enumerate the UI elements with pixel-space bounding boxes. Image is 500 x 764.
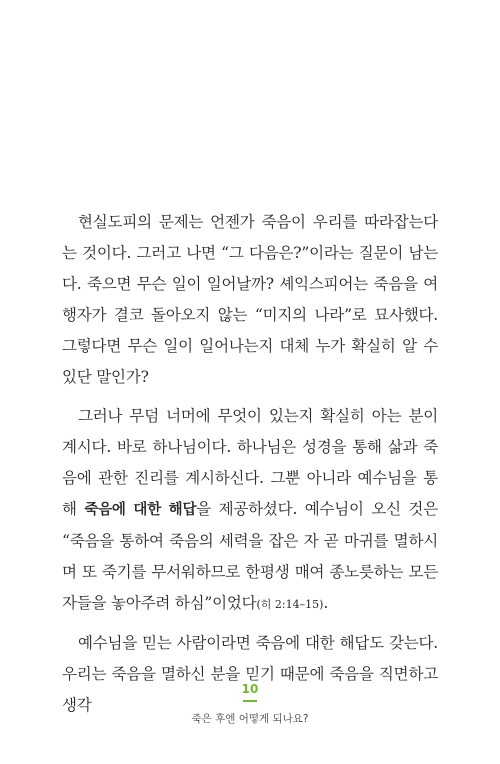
paragraph-3	[62, 628, 438, 721]
running-title: 죽은 후엔 어떻게 되나요?	[191, 713, 309, 725]
paragraph-1	[62, 207, 438, 393]
paragraph-2-text-before: 그러나 무덤 너머에 무엇이 있는지 확실히 아는 분이 계시다. 바로 하나님이다. 하나님은 성경을 통해 삶과 죽음에 관한 진리를 계시하신다. 그뿐 아니라 예수님을 통해	[62, 407, 438, 518]
paragraph-2-emphasis: 죽음에 대한 해답	[84, 502, 197, 518]
page-body	[62, 207, 438, 729]
paragraph-1-text: 현실도피의 문제는 언젠가 죽음이 우리를 따라잡는다는 것이다. 그러고 나면 “그 다음은?”이라는 질문이 남는다. 죽으면 무슨 일이 일어날까? 셰익스피어는 죽음을 여행자가 결코 돌아오지 않는 “미지의 나라”로 묘사했다. 그렇다면 무슨 일이 일어나는지 대체 누가 확실히 알 수 있단 말인가?	[62, 213, 438, 386]
page-number: 10	[241, 682, 259, 696]
page-number-rule	[243, 700, 257, 702]
paragraph-3-text: 예수님을 믿는 사람이라면 죽음에 대한 해답도 갖는다. 우리는 죽음을 멸하신 분을 믿기 때문에 죽음을 직면하고 생각	[62, 634, 438, 714]
paragraph-2-end: .	[323, 594, 329, 612]
paragraph-2-text-after: 을 제공하셨다. 예수님이 오신 것은 “죽음을 통하여 죽음의 세력을 잡은 자 곧 마귀를 멸하시며 또 죽기를 무서워하므로 한평생 매여 종노릇하는 모든 자들을 놓아주려 하심”이었다	[62, 500, 438, 612]
paragraph-2	[62, 401, 438, 620]
bible-citation: (히 2:14–15)	[256, 598, 324, 611]
